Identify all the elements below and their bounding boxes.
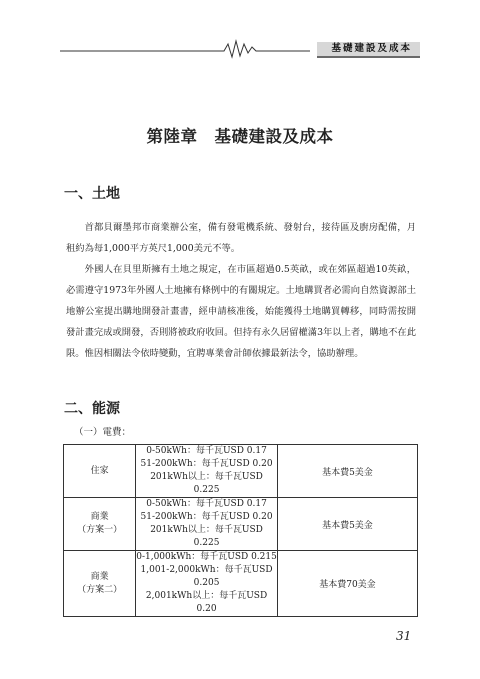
running-header-title: 基礎建設及成本 [317,42,420,58]
electricity-subheading: （一）電費： [74,427,132,438]
customer-type-plan: （方案二） [77,584,123,595]
rate-tiers-cell [136,551,278,617]
customer-type-cell [64,498,136,551]
customer-type-plan: （方案一） [77,525,123,535]
section-heading-energy: 二、能源 [64,401,120,417]
customer-type-label: 住家 [90,465,109,476]
land-paragraph-2: 外國人在貝里斯擁有土地之規定，在市區超過0.5英畝，或在郊區超過10英畝，必需遵守1973年外國人土地擁有條例中的有關規定。土地購買者必需向自然資源部土地辦公室提出購地開發計畫書，經申請核准後，始能獲得土地購買轉移，同時需按開發計畫完成或開發，否則將被政府收回。但持有永久居留權滿3年以上者，購地不在此限。惟因相關法令依時變動，宜聘專業會計師依據最新法令，協助辦理。 [66,264,416,359]
running-header [60,38,420,60]
base-fee-cell: 基本費70美金 [277,551,417,617]
rate-tiers-cell [136,498,278,551]
rate-tier: 0-1,000kWh：每千瓦USD 0.215 [136,552,277,562]
customer-type-cell [64,551,136,617]
table-row [64,445,418,498]
base-fee-cell: 基本費5美金 [277,498,417,551]
zigzag-rule-icon [60,38,310,60]
rate-tier: 0-50kWh：每千瓦USD 0.17 [146,446,267,456]
rate-tier: 201kWh以上：每千瓦USD 0.225 [150,525,263,548]
rate-tier: 51-200kWh：每千瓦USD 0.20 [140,512,273,522]
land-paragraph-1: 首都貝爾墨邦市商業辦公室，備有發電機系統、發射台，接待區及廚房配備，月租約為每1,000平方英尺1,000美元不等。 [66,222,416,254]
table-row [64,498,418,551]
page-number: 31 [396,629,412,643]
rate-tier: 0-50kWh：每千瓦USD 0.17 [146,499,267,509]
rate-tier: 51-200kWh：每千瓦USD 0.20 [140,459,273,469]
table-row [64,551,418,617]
chapter-title: 第陸章 基礎建設及成本 [146,127,334,146]
section-heading-land: 一、土地 [64,186,120,202]
rate-tiers-cell [136,445,278,498]
customer-type-label: 商業 [90,512,109,522]
electricity-rate-table [63,444,418,617]
customer-type-label: 商業 [90,571,109,582]
rate-tier: 201kWh以上：每千瓦USD 0.225 [150,472,263,495]
base-fee-cell: 基本費5美金 [277,445,417,498]
customer-type-cell [64,445,136,498]
rate-tier: 1,001-2,000kWh：每千瓦USD 0.205 [140,565,273,588]
rate-tier: 2,001kWh以上：每千瓦USD 0.20 [145,591,268,614]
